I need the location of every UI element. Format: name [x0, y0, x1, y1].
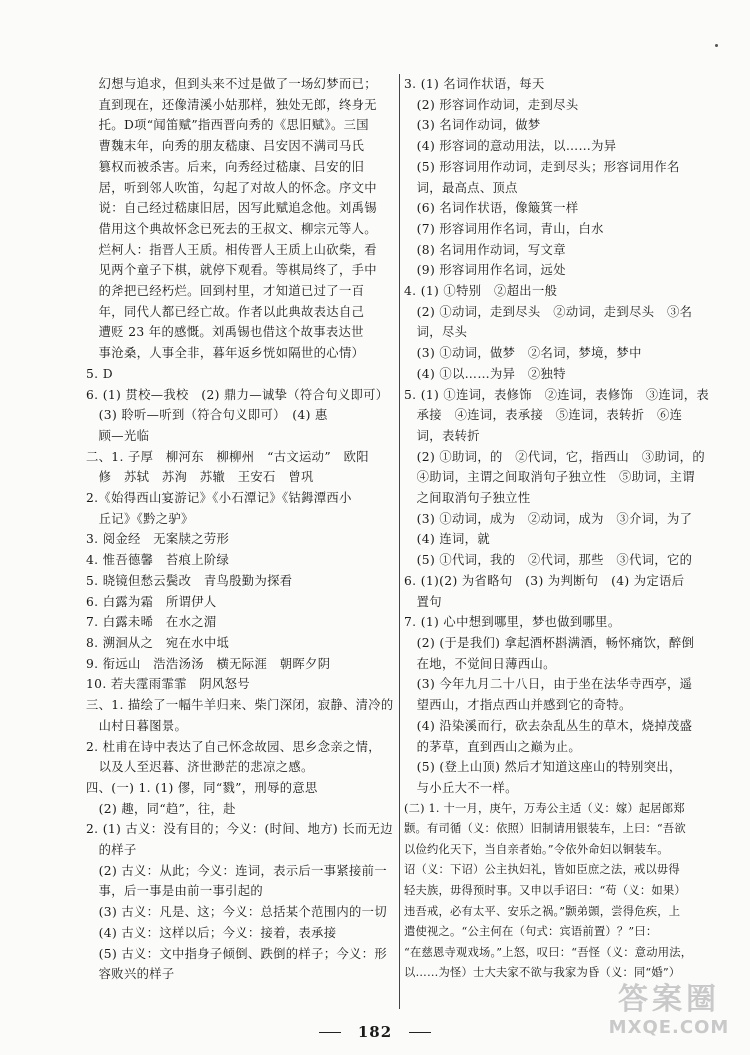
text-line: (5) 形容词用作动词，走到尽头；形容词用作名 — [404, 159, 680, 174]
text-line: 7. (1) 心中想到哪里，梦也做到哪里。 — [404, 615, 621, 630]
text-line: 7. 白露未晞 在水之湄 — [86, 615, 217, 630]
text-line: 轻夫族，毋得预时事。又申以手诏曰：“苟（义：如果） — [404, 883, 686, 897]
text-line: (2) ①动词，走到尽头 ②动词，走到尽头 ③名 — [404, 304, 693, 319]
text-line: 6. (1) 贯校—我校 (2) 鼎力—诚挚（符合句义即可） — [86, 387, 389, 402]
text-line: 以俭约化天下，当自亲者始。”令依外命妇以铜装车。 — [404, 842, 669, 856]
text-line: 事，后一事是由前一事引起的 — [86, 884, 264, 899]
text-line: 托。D项“闻笛赋”指西晋向秀的《思旧赋》。三国 — [86, 118, 369, 133]
text-line: 借用这个典故怀念已死去的王叔文、柳宗元等人。 — [86, 221, 377, 236]
text-line: 烂柯人：指晋人王质。相传晋人王质上山砍柴，看 — [86, 242, 377, 257]
text-line: 以及人至迟暮、济世渺茫的悲凉之感。 — [86, 760, 314, 775]
text-line: (4) 形容词的意动用法，以……为异 — [404, 139, 617, 154]
text-line: 四、(一) 1. (1) 僇，同“戮”，刑辱的意思 — [86, 780, 318, 795]
text-line: 5. 晓镜但愁云鬓改 青鸟殷勤为探看 — [86, 573, 293, 588]
text-line: 居，听到邻人吹笛，勾起了对故人的怀念。序文中 — [86, 180, 377, 195]
text-line: 10. 若夫霪雨霏霏 阴风怒号 — [86, 677, 250, 692]
text-line: 的样子 — [86, 843, 137, 858]
text-line: 篡权而被杀害。后来，向秀经过嵇康、吕安的旧 — [86, 159, 365, 174]
text-line: (9) 形容词用作名词，远处 — [404, 263, 566, 278]
text-line: 遭贬 23 年的感慨。刘禹锡也借这个故事表达世 — [86, 325, 364, 340]
text-line: 诏（义：下诏）公主执妇礼，皆如臣庶之法，戒以毋得 — [404, 863, 680, 877]
text-line: (2) 古义：从此；今义：连词，表示后一事紧接前一 — [86, 863, 387, 878]
text-line: (5) ①代词，我的 ②代词，那些 ③代词，它的 — [404, 553, 693, 568]
text-line: 词，尽头 — [404, 325, 468, 340]
text-line: 年，同代人都已经亡故。作者以此典故表达自己 — [86, 304, 365, 319]
text-line: (8) 名词用作动词，写文章 — [404, 242, 566, 257]
text-line: 在地，不觉间日薄西山。 — [404, 656, 556, 671]
footer-dash-left — [319, 1032, 341, 1033]
text-line: (3) 名词作动词，做梦 — [404, 118, 541, 133]
text-line: (3) 聆听—听到（符合句义即可） (4) 惠 — [86, 408, 328, 423]
text-line: 4. (1) ①特别 ②超出一般 — [404, 284, 558, 299]
text-line: 9. 衔远山 浩浩汤汤 横无际涯 朝晖夕阴 — [86, 656, 331, 671]
watermark-logo — [604, 983, 734, 1043]
text-line: 事沧桑，人事全非，暮年返乡恍如隔世的心情） — [86, 346, 365, 361]
text-line: (3) ①动词，成为 ②动词，成为 ③介词，为了 — [404, 511, 693, 526]
text-line: 承接 ④连词，表承接 ⑤连词，表转折 ⑥连 — [404, 408, 683, 423]
text-line: 直到现在，还像清溪小姑那样，独处无郎，终身无 — [86, 97, 377, 112]
text-line: 幻想与追求，但到头来不过是做了一场幻梦而已； — [86, 77, 377, 91]
text-line: 词，最高点、顶点 — [404, 180, 518, 195]
text-line: 二、1. 子厚 柳河东 柳柳州 “古文运动” 欧阳 — [86, 449, 369, 464]
text-line: (3) ①动词，做梦 ②名词，梦境，梦中 — [404, 346, 642, 361]
text-line: 望西山，才指点西山并感到它的奇特。 — [404, 698, 632, 713]
text-line: 的茅草，直到西山之巅为止。 — [404, 739, 582, 754]
text-line: “在慈恩寺观戏场。”上怒，叹曰：“吾怪（义：意动用法， — [404, 945, 693, 959]
footer-dash-right — [409, 1032, 431, 1033]
text-line: (5) 古义：文中指身子倾倒、跌倒的样子；今义：形 — [86, 946, 387, 961]
text-line: 丘记》《黔之驴》 — [86, 511, 194, 526]
text-line: (7) 形容词用作名词，青山，白水 — [404, 221, 604, 236]
text-line: 以……为怪）士大夫家不欲与我家为昏（义：同“婚”） — [404, 966, 681, 980]
text-line: 6. (1)(2) 为省略句 (3) 为判断句 (4) 为定语后 — [404, 573, 685, 588]
text-line: 遣使视之。“公主何在（句式：宾语前置）？”曰： — [404, 925, 658, 939]
text-line: (2) (于是我们) 拿起酒杯斟满酒，畅怀痛饮，醉倒 — [404, 635, 695, 650]
text-line: 的斧把已经朽烂。回到村里，才知道已过了一百 — [86, 284, 365, 299]
text-line: 颢。有司循（义：依照）旧制请用银装车，上曰：“吾欲 — [404, 822, 686, 836]
classical-text-block — [404, 799, 718, 984]
text-line: 之间取消句子独立性 — [404, 491, 531, 506]
text-line: 三、1. 描绘了一幅牛羊归来、柴门深闭，寂静、清冷的 — [86, 698, 394, 713]
text-line: (2) 趣，同“趋”，往，赴 — [86, 801, 236, 816]
text-line: 修 苏轼 苏洵 苏辙 王安石 曾巩 — [86, 470, 314, 485]
text-line: (5) (登上山顶) 然后才知道这座山的特别突出， — [404, 760, 682, 775]
text-line: (4) 连词，就 — [404, 532, 490, 547]
text-line: (3) 古义：凡是、这；今义：总括某个范围内的一切 — [86, 905, 387, 920]
left-column — [86, 74, 394, 985]
corner-dot — [715, 44, 718, 47]
text-line: 说：自己经过嵇康旧居，因写此赋追念他。刘禹锡 — [86, 201, 377, 216]
text-line: (二) 1. 十一月，庚午，万寿公主适（义：嫁）起居郎郑 — [404, 801, 685, 815]
text-line: (4) ①以……为异 ②独特 — [404, 366, 566, 381]
text-line: 3. (1) 名词作状语，每天 — [404, 77, 545, 91]
text-line: 2.《始得西山宴游记》《小石潭记》《钴鉧潭西小 — [86, 491, 352, 506]
text-line: 见两个童子下棋，就停下观看。等棋局终了，手中 — [86, 263, 377, 278]
text-line: (3) 今年九月二十八日，由于坐在法华寺西亭，遥 — [404, 677, 693, 692]
watermark-line2: MXQE.COM — [608, 1017, 730, 1038]
text-line: (2) ①助词，的 ②代词，它，指西山 ③助词，的 — [404, 449, 705, 464]
text-line: (4) 沿染溪而行，砍去杂乱丛生的草木，烧掉茂盛 — [404, 718, 693, 733]
text-line: 置句 — [404, 594, 442, 609]
column-divider — [399, 74, 400, 1009]
text-line: ④助词，主谓之间取消句子独立性 ⑤助词，主谓 — [404, 470, 695, 485]
text-line: 5. (1) ①连词，表修饰 ②连词，表修饰 ③连词，表 — [404, 387, 710, 402]
text-line: 5. D — [86, 366, 113, 381]
text-line: 词，表转折 — [404, 428, 480, 443]
right-column — [404, 74, 718, 984]
text-line: 8. 溯洄从之 宛在水中坻 — [86, 635, 230, 650]
watermark-line1: 答案圈 — [618, 982, 720, 1017]
text-line: 违吾戒，必有太平、安乐之祸。”颢弟顗，尝得危疾，上 — [404, 904, 681, 918]
text-line: 容败兴的样子 — [86, 967, 175, 982]
text-line: 4. 惟吾德馨 苔痕上阶绿 — [86, 553, 230, 568]
text-line: 顾—光临 — [86, 428, 150, 443]
text-line: 6. 白露为霜 所谓伊人 — [86, 594, 217, 609]
text-line: 曹魏末年，向秀的朋友嵇康、吕安因不满司马氏 — [86, 139, 365, 154]
text-line: 3. 阅金经 无案牍之劳形 — [86, 532, 230, 547]
text-line: (6) 名词作状语，像簸箕一样 — [404, 201, 579, 216]
text-line: (4) 古义：这样以后；今义：接着，表承接 — [86, 925, 337, 940]
text-line: 山村日暮图景。 — [86, 718, 188, 733]
text-line: (2) 形容词作动词，走到尽头 — [404, 97, 579, 112]
text-line: 与小丘大不一样。 — [404, 780, 518, 795]
page-number: 182 — [357, 1023, 393, 1041]
text-line: 2. (1) 古义：没有目的；今义：(时间、地方) 长而无边 — [86, 822, 393, 837]
text-line: 2. 杜甫在诗中表达了自己怀念故园、思乡念亲之情， — [86, 739, 381, 754]
